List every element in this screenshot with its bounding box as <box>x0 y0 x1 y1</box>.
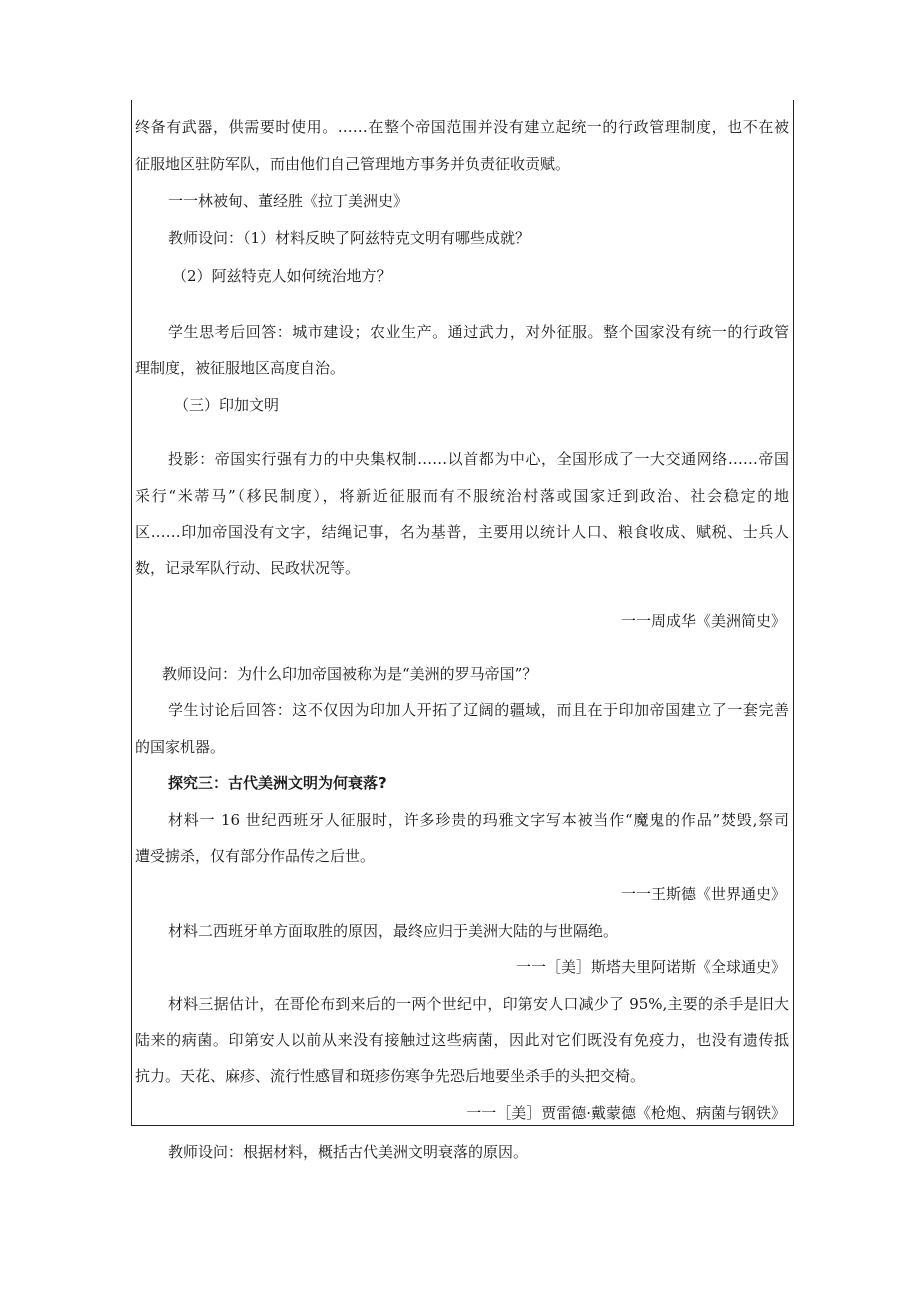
aztec-source: 一一林被甸、董经胜《拉丁美洲史》 <box>168 192 409 210</box>
aztec-text-line2: 征服地区驻防军队，而由他们自己管理地方事务并负责征收贡赋。 <box>135 155 571 173</box>
material2-source: 一一［美］斯塔夫里阿诺斯《全球通史》 <box>515 958 786 976</box>
aztec-text-line1: 终备有武器，供需要时使用。……在整个帝国范围并没有建立起统一的行政管理制度，也不在被 <box>135 118 789 136</box>
material2: 材料二西班牙单方面取胜的原因，最终应归于美洲大陆的与世隔绝。 <box>168 922 619 940</box>
material3-line3: 抗力。天花、麻疹、流行性感冒和斑疹伤寒争先恐后地要坐杀手的头把交椅。 <box>135 1067 646 1085</box>
inca-projection-line2: 采行“米蒂马”（移民制度），将新近征服而有不服统治村落或国家迁到政治、社会稳定的地 <box>135 487 789 505</box>
material1-line1: 材料一 16 世纪西班牙人征服时，许多珍贵的玛雅文字写本被当作“魔鬼的作品”焚毁,祭司 <box>168 811 789 829</box>
material3-line2: 陆来的病菌。印第安人以前从来没有接触过这些病菌，因此对它们既没有免疫力，也没有遗传抵 <box>135 1031 789 1049</box>
inquiry3-heading: 探究三：古代美洲文明为何衰落? <box>168 774 387 792</box>
student-answer-aztec-line1: 学生思考后回答：城市建设；农业生产。通过武力，对外征服。整个国家没有统一的行政管 <box>168 323 789 341</box>
teacher-question-aztec-1: 教师设问：（1）材料反映了阿兹特克文明有哪些成就？ <box>168 229 531 247</box>
material1-line2: 遭受掳杀，仅有部分作品传之后世。 <box>135 847 376 865</box>
material3-line1: 材料三据估计，在哥伦布到来后的一两个世纪中，印第安人口减少了 95%,主要的杀手是旧大 <box>168 995 789 1013</box>
material3-source: 一一［美］贾雷德·戴蒙德《枪炮、病菌与钢铁》 <box>466 1104 786 1122</box>
material1-source: 一一王斯德《世界通史》 <box>620 885 786 903</box>
student-answer-aztec-line2: 理制度，被征服地区高度自治。 <box>135 359 346 377</box>
inca-source: 一一周成华《美洲简史》 <box>620 612 786 630</box>
inca-projection-line4: 数，记录军队行动、民政状况等。 <box>135 559 361 577</box>
teacher-question-inca: 教师设问：为什么印加帝国被称为是“美洲的罗马帝国”？ <box>162 665 538 683</box>
inca-heading: （三）印加文明 <box>174 396 280 414</box>
student-answer-inca-line2: 的国家机器。 <box>135 738 226 756</box>
teacher-question-decline: 教师设问：根据材料，概括古代美洲文明衰落的原因。 <box>168 1143 529 1161</box>
student-answer-inca-line1: 学生讨论后回答：这不仅因为印加人开拓了辽阔的疆域，而且在于印加帝国建立了一套完善 <box>168 701 789 719</box>
inca-projection-line1: 投影：帝国实行强有力的中央集权制……以首都为中心，全国形成了一大交通网络……帝国 <box>168 450 789 468</box>
inca-projection-line3: 区……印加帝国没有文字，结绳记事，名为基普，主要用以统计人口、粮食收成、赋税、士兵人 <box>135 523 789 541</box>
teacher-question-aztec-2: （2）阿兹特克人如何统治地方？ <box>172 267 392 285</box>
